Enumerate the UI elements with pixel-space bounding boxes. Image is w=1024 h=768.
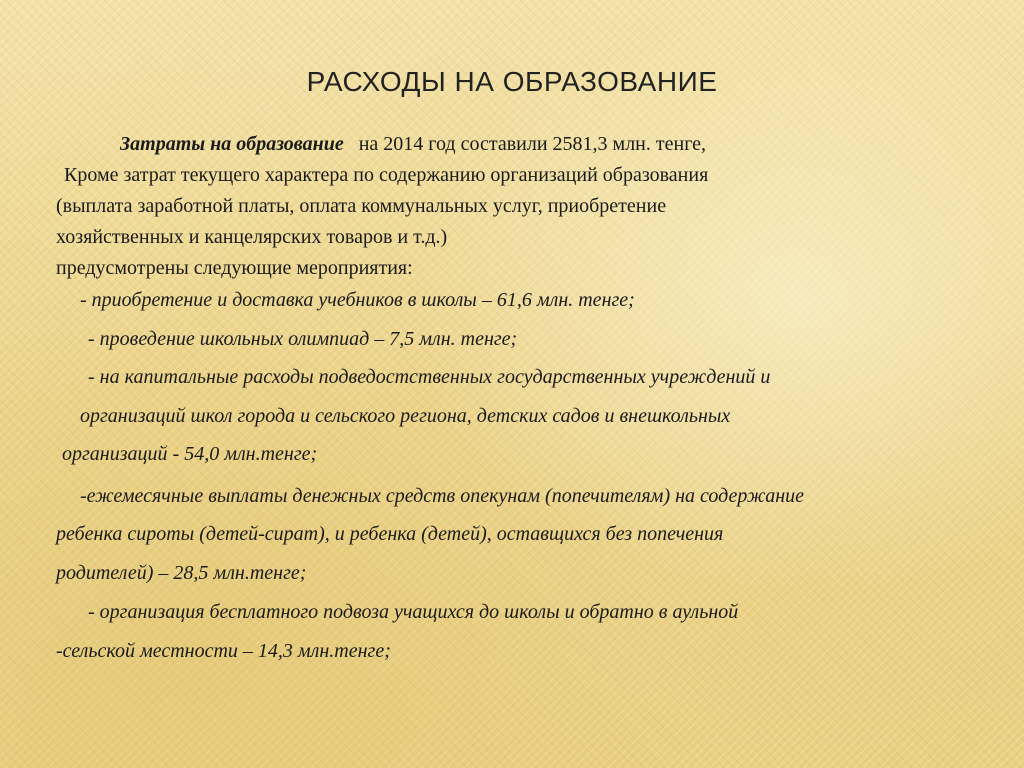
list-item: - приобретение и доставка учебников в школы – 61,6 млн. тенге;: [80, 289, 635, 311]
list-item-continuation: ребенка сироты (детей-сират), и ребенка (детей), оставщихся без попечения: [56, 523, 724, 545]
list-item-continuation: -сельской местности – 14,3 млн.тенге;: [56, 640, 391, 662]
list-item: -ежемесячные выплаты денежных средств опекунам (попечителям) на содержание: [80, 485, 805, 507]
intro-emphasis: Затраты на образование: [120, 133, 344, 155]
intro-line: [120, 132, 706, 156]
paragraph-line: хозяйственных и канцелярских товаров и т.д.): [56, 226, 448, 248]
paragraph-line: (выплата заработной платы, оплата коммунальных услуг, приобретение: [56, 195, 667, 217]
slide-title: РАСХОДЫ НА ОБРАЗОВАНИЕ: [306, 66, 718, 97]
intro-rest: на 2014 год составили 2581,3 млн. тенге,: [358, 133, 707, 155]
list-item-continuation: родителей) – 28,5 млн.тенге;: [56, 562, 307, 584]
list-item: - организация бесплатного подвоза учащихся до школы и обратно в аульной: [88, 601, 739, 623]
list-item: - на капитальные расходы подведостственных государственных учреждений и: [88, 366, 771, 388]
list-item-continuation: организаций школ города и сельского региона, детских садов и внешкольных: [80, 405, 731, 427]
list-item-continuation: организаций - 54,0 млн.тенге;: [62, 443, 318, 465]
list-item: - проведение школьных олимпиад – 7,5 млн. тенге;: [88, 328, 518, 350]
paragraph-line: Кроме затрат текущего характера по содержанию организаций образования: [64, 164, 709, 186]
paragraph-line: предусмотрены следующие мероприятия:: [56, 257, 413, 279]
